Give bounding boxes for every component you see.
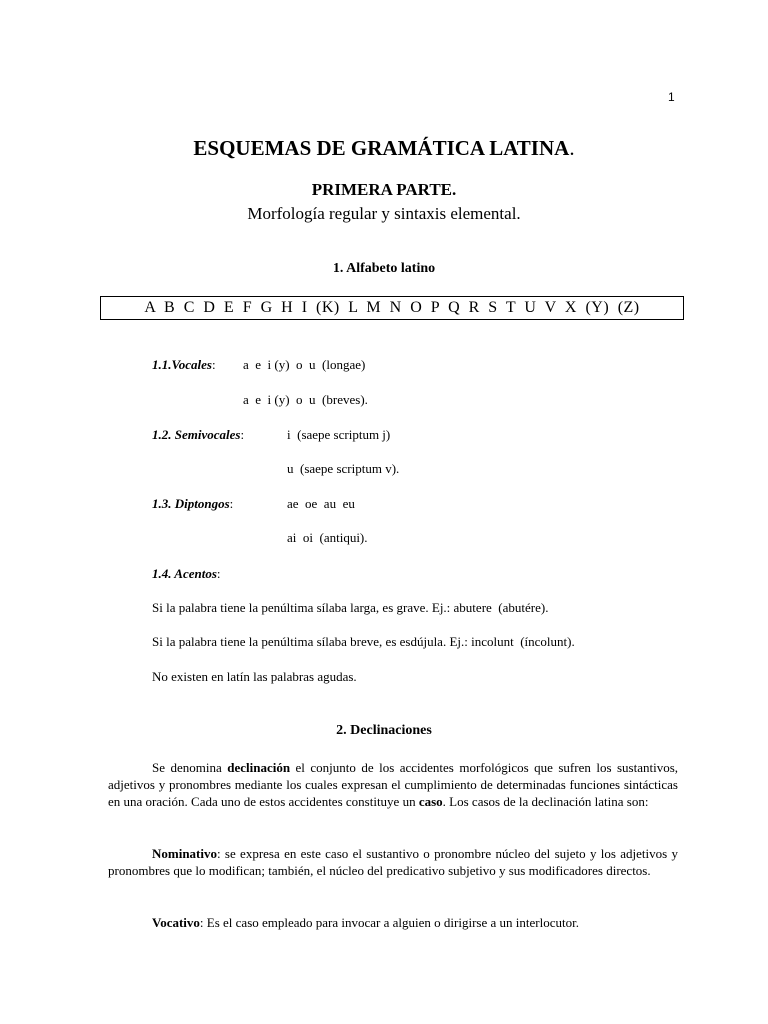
acentos-line-1: Si la palabra tiene la penúltima sílaba larga, es grave. Ej.: abutere (abutére). <box>152 600 549 615</box>
vocales-line-2: a e i (y) o u (breves). <box>243 392 368 407</box>
nominativo-text: : se expresa en este caso el sustantivo o pronombre núcleo del sujeto y los adjetivos y pronombres que lo modifican; también, el núcleo del predicativo subjetivo y sus modificadores directos. <box>108 846 678 878</box>
section1-heading: 1. Alfabeto latino <box>332 261 436 276</box>
semivocales-label <box>152 427 244 443</box>
semivocales-label-text: 1.2. Semivocales <box>152 427 241 442</box>
document-title-text: ESQUEMAS DE GRAMÁTICA LATINA <box>193 136 570 160</box>
intro-suffix: . Los casos de la declinación latina son: <box>442 794 649 809</box>
vocativo-text: : Es el caso empleado para invocar a alguien o dirigirse a un interlocutor. <box>199 915 579 930</box>
semivocales-line-1: i (saepe scriptum j) <box>287 427 391 442</box>
diptongos-label <box>152 496 233 512</box>
section2-heading: 2. Declinaciones <box>336 723 432 738</box>
vocales-label <box>152 357 216 373</box>
nominativo-paragraph <box>108 845 678 879</box>
term-nominativo: Nominativo <box>152 846 217 861</box>
vocales-colon: : <box>211 357 216 372</box>
declinacion-paragraph <box>108 759 678 810</box>
term-vocativo: Vocativo <box>152 915 200 930</box>
semivocales-colon: : <box>240 427 245 442</box>
intro-prefix: Se denomina <box>152 760 228 775</box>
acentos-colon: : <box>216 566 221 581</box>
diptongos-colon: : <box>229 496 234 511</box>
diptongos-label-text: 1.3. Diptongos <box>152 496 230 511</box>
term-caso: caso <box>418 794 443 809</box>
acentos-label-text: 1.4. Acentos <box>152 566 217 581</box>
acentos-label <box>152 566 221 582</box>
part-title: PRIMERA PARTE. <box>311 180 457 199</box>
vocativo-paragraph <box>108 914 678 931</box>
intro-middle: el conjunto de los accidentes morfológicos que sufren los sustantivos, adjetivos y pronombres mediante los cuales expresan el cumplimiento de determinadas funciones sintácticas en una oración. Cada uno de estos accidentes constituye un <box>108 760 679 809</box>
alphabet-box <box>100 296 684 320</box>
term-declinacion: declinación <box>227 760 291 775</box>
document-title-dot: . <box>569 136 575 160</box>
diptongos-line-1: ae oe au eu <box>287 496 355 511</box>
document-title <box>0 136 768 161</box>
vocales-line-1: a e i (y) o u (longae) <box>243 357 366 372</box>
acentos-line-2: Si la palabra tiene la penúltima sílaba breve, es esdújula. Ej.: incolunt (íncolunt). <box>152 634 575 649</box>
vocales-label-text: 1.1.Vocales <box>152 357 212 372</box>
alphabet-text: A B C D E F G H I (K) L M N O P Q R S T U V X (Y) (Z) <box>144 299 640 316</box>
page-number: 1 <box>668 90 675 104</box>
semivocales-line-2: u (saepe scriptum v). <box>287 461 400 476</box>
acentos-line-3: No existen en latín las palabras agudas. <box>152 669 357 684</box>
diptongos-line-2: ai oi (antiqui). <box>287 530 368 545</box>
part-subtitle: Morfología regular y sintaxis elemental. <box>247 204 521 223</box>
